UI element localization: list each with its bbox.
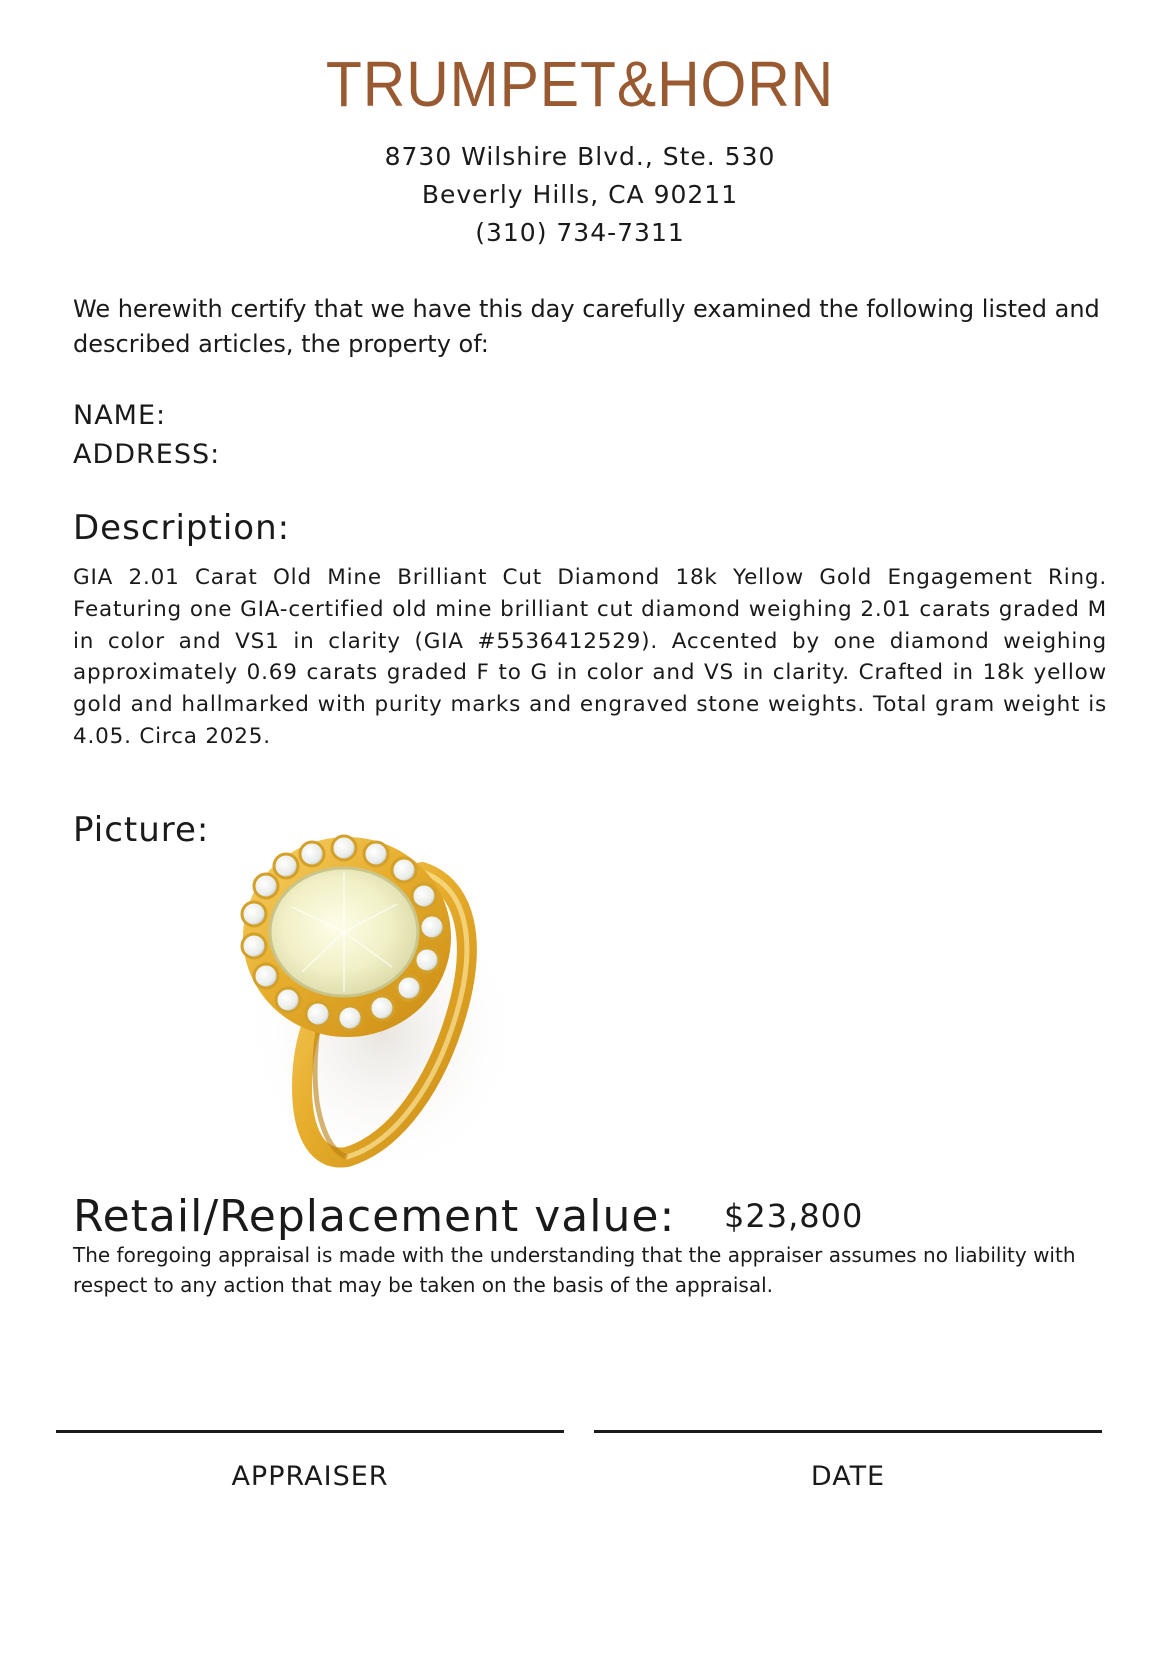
date-label: DATE [810, 1461, 886, 1492]
address-label: ADDRESS: [73, 439, 221, 470]
address-city: Beverly Hills, CA 90211 [421, 180, 739, 209]
ring-photo [232, 832, 522, 1172]
value-heading: Retail/Replacement value: [73, 1191, 676, 1242]
brand-logo: TRUMPET&HORN [325, 48, 835, 120]
name-label: NAME: [73, 400, 167, 431]
address-phone: (310) 734-7311 [475, 218, 685, 247]
certification-statement: We herewith certify that we have this day carefully examined the following listed and described articles, the property of: [73, 295, 1100, 358]
description-heading: Description: [73, 508, 291, 548]
address-street: 8730 Wilshire Blvd., Ste. 530 [384, 142, 776, 171]
picture-heading: Picture: [73, 810, 210, 850]
description-text: GIA 2.01 Carat Old Mine Brilliant Cut Diamond 18k Yellow Gold Engagement Ring. Featuring one GIA-certified old mine brilliant cut diamond weighing 2.01 carats graded M in color and VS1 in clarity (GIA #5536412529). Accented by one diamond weighing approximately 0.69 carats graded F to G in color and VS in clarity. Crafted in 18k yellow gold and hallmarked with purity marks and engraved stone weights. Total gram weight is 4.05. Circa 2025. [73, 565, 1107, 749]
date-signature-line [594, 1430, 1102, 1433]
disclaimer-text: The foregoing appraisal is made with the understanding that the appraiser assumes no liability with respect to any action that may be taken on the basis of the appraisal. [73, 1243, 1076, 1297]
appraiser-label: APPRAISER [231, 1461, 389, 1492]
appraiser-signature-line [56, 1430, 564, 1433]
value-amount: $23,800 [724, 1197, 864, 1235]
